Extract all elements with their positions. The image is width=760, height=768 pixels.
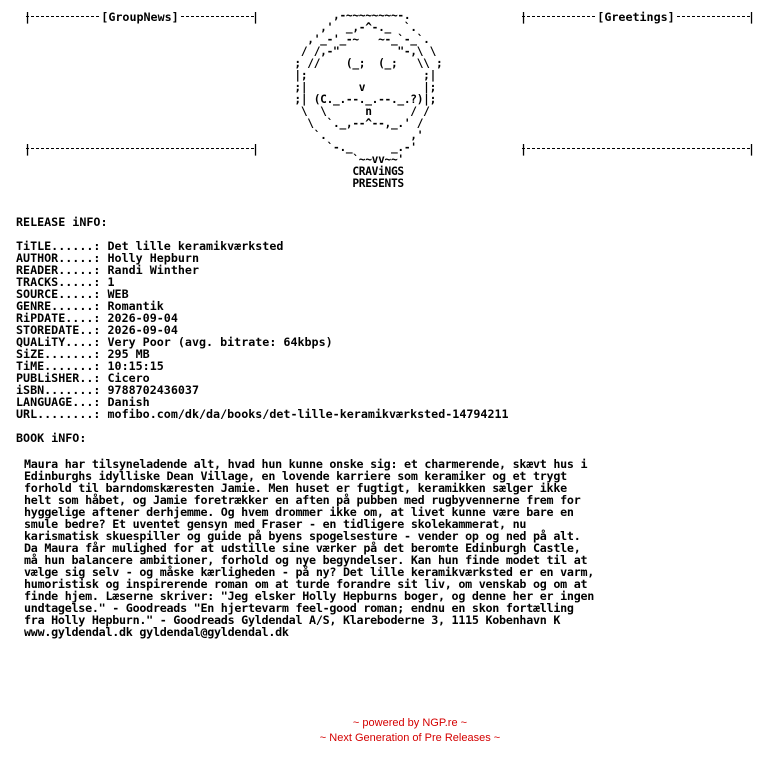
release-info-label: SiZE.......:: [16, 347, 101, 361]
ascii-art-line: ; // (_; (_; \\ ;: [288, 57, 443, 70]
separator-left-lower: | |: [24, 142, 260, 156]
ascii-art-line: `-._ _.-': [288, 141, 417, 154]
ascii-art-line: ,'_-'_-~ ~-_`-_`.: [288, 33, 430, 46]
ascii-art-line: PRESENTS: [288, 177, 404, 190]
release-info-label: PUBLiSHER..:: [16, 371, 101, 385]
ascii-art-line: CRAViNGS: [288, 165, 404, 178]
release-info-label: READER.....:: [16, 263, 101, 277]
release-info-value: WEB: [107, 287, 129, 301]
release-info-heading: RELEASE iNFO:: [16, 215, 108, 229]
release-info-label: GENRE......:: [16, 299, 101, 313]
release-info-value: 2026-09-04: [107, 311, 178, 325]
release-info-value: 1: [107, 275, 115, 289]
separator-right-lower: | |: [520, 142, 756, 156]
greetings-label: [Greetings]: [597, 10, 675, 24]
release-info-value: Very Poor (avg. bitrate: 64kbps): [107, 335, 333, 349]
groupnews-label: [GroupNews]: [101, 10, 179, 24]
ascii-art-line: `~~vv~~': [288, 153, 404, 166]
release-info-label: QUALiTY....:: [16, 335, 101, 349]
release-info-value: Holly Hepburn: [107, 251, 199, 265]
release-info-value: Cicero: [107, 371, 150, 385]
separator-greetings: | [Greetings] |: [520, 10, 756, 24]
ascii-art-line: ;| v |;: [288, 81, 437, 94]
ascii-art-line: `. ,': [288, 129, 424, 142]
release-info-value: Danish: [107, 395, 150, 409]
release-info-label: STOREDATE..:: [16, 323, 101, 337]
book-description: Maura har tilsyneladende alt, hvad hun kunne onske sig: et charmerende, skævt hus i Edinburghs idylliske Dean Village, en lovende karriere som keramiker og et trygt forhold til barndomskæresten Jamie. Men huset er fugtigt, keramikken sælger ikke helt som håbet, og Jamie foretrækker en aften på pubben med rugbyvennerne frem for hyggelige aftener derhjemme. Og hvem drommer ikke om, at livet kunne være bare en smule bedre? Et uventet gensyn med Fraser - en tidligere skolekammerat, nu karismatisk skuespiller og guide på byens spogelsesture - vender op og ned på alt. Da Maura får mulighed for at udstille sine værker på det beromte Edinburgh Castle, må hun balancere ambitioner, forhold og nye begyndelser. Kan hun finde modet til at vælge sig selv - og måske kærligheden - på ny? Det lille keramikværksted er en varm, humoristisk og inspirerende roman om at turde forandre sit liv, om venskab og om at finde hjem. Læserne skriver: "Jeg elsker Holly Hepburns boger, og denne her er ingen undtagelse." - Goodreads "En hjertevarm feel-good roman; endnu en skon fortælling fra Holly Hepburn." - Goodreads Gyldendal A/S, Klareboderne 3, 1115 Kobenhavn K www.gyldendal.dk gyldendal@gyldendal.dk: [24, 457, 595, 639]
release-info-value: 295 MB: [107, 347, 150, 361]
ascii-art-line: |; ;|: [288, 69, 437, 82]
book-info-heading: BOOK iNFO:: [16, 431, 87, 445]
release-info-value: 10:15:15: [107, 359, 164, 373]
release-info-label: URL........:: [16, 407, 101, 421]
release-info-row: [16, 408, 509, 420]
release-info-value: Randi Winther: [107, 263, 199, 277]
release-info-value: mofibo.com/dk/da/books/det-lille-keramikværksted-14794211: [107, 407, 509, 421]
ascii-art-line: \ \ n / /: [288, 105, 430, 118]
release-info-label: AUTHOR.....:: [16, 251, 101, 265]
release-info-table: [16, 240, 509, 420]
release-info-label: TRACKS.....:: [16, 275, 101, 289]
release-info-value: Det lille keramikværksted: [107, 239, 284, 253]
release-info-label: iSBN.......:: [16, 383, 101, 397]
separator-groupnews: | [GroupNews] |: [24, 10, 260, 24]
release-info-label: RiPDATE....:: [16, 311, 101, 325]
footer-powered-by: ~ powered by NGP.re ~: [352, 717, 468, 729]
release-info-label: LANGUAGE...:: [16, 395, 101, 409]
release-info-label: TiTLE......:: [16, 239, 101, 253]
release-info-label: TiME.......:: [16, 359, 101, 373]
ascii-art-line: ,' _,-^-._ `.: [288, 21, 417, 34]
ascii-art-logo: [288, 10, 442, 190]
release-info-label: SOURCE.....:: [16, 287, 101, 301]
ascii-art-line: / /,-" "-,\ \: [288, 45, 437, 58]
ascii-art-line: ,-~~~~~~~~-.: [288, 9, 411, 22]
release-info-value: 9788702436037: [107, 383, 199, 397]
ascii-art-line: ;| (C._.--._.--._.?)|;: [288, 93, 437, 106]
footer-tagline: ~ Next Generation of Pre Releases ~: [319, 732, 501, 744]
release-info-value: Romantik: [107, 299, 164, 313]
ascii-art-line: \ `._,--^--,_.' /: [288, 117, 424, 130]
release-info-value: 2026-09-04: [107, 323, 178, 337]
